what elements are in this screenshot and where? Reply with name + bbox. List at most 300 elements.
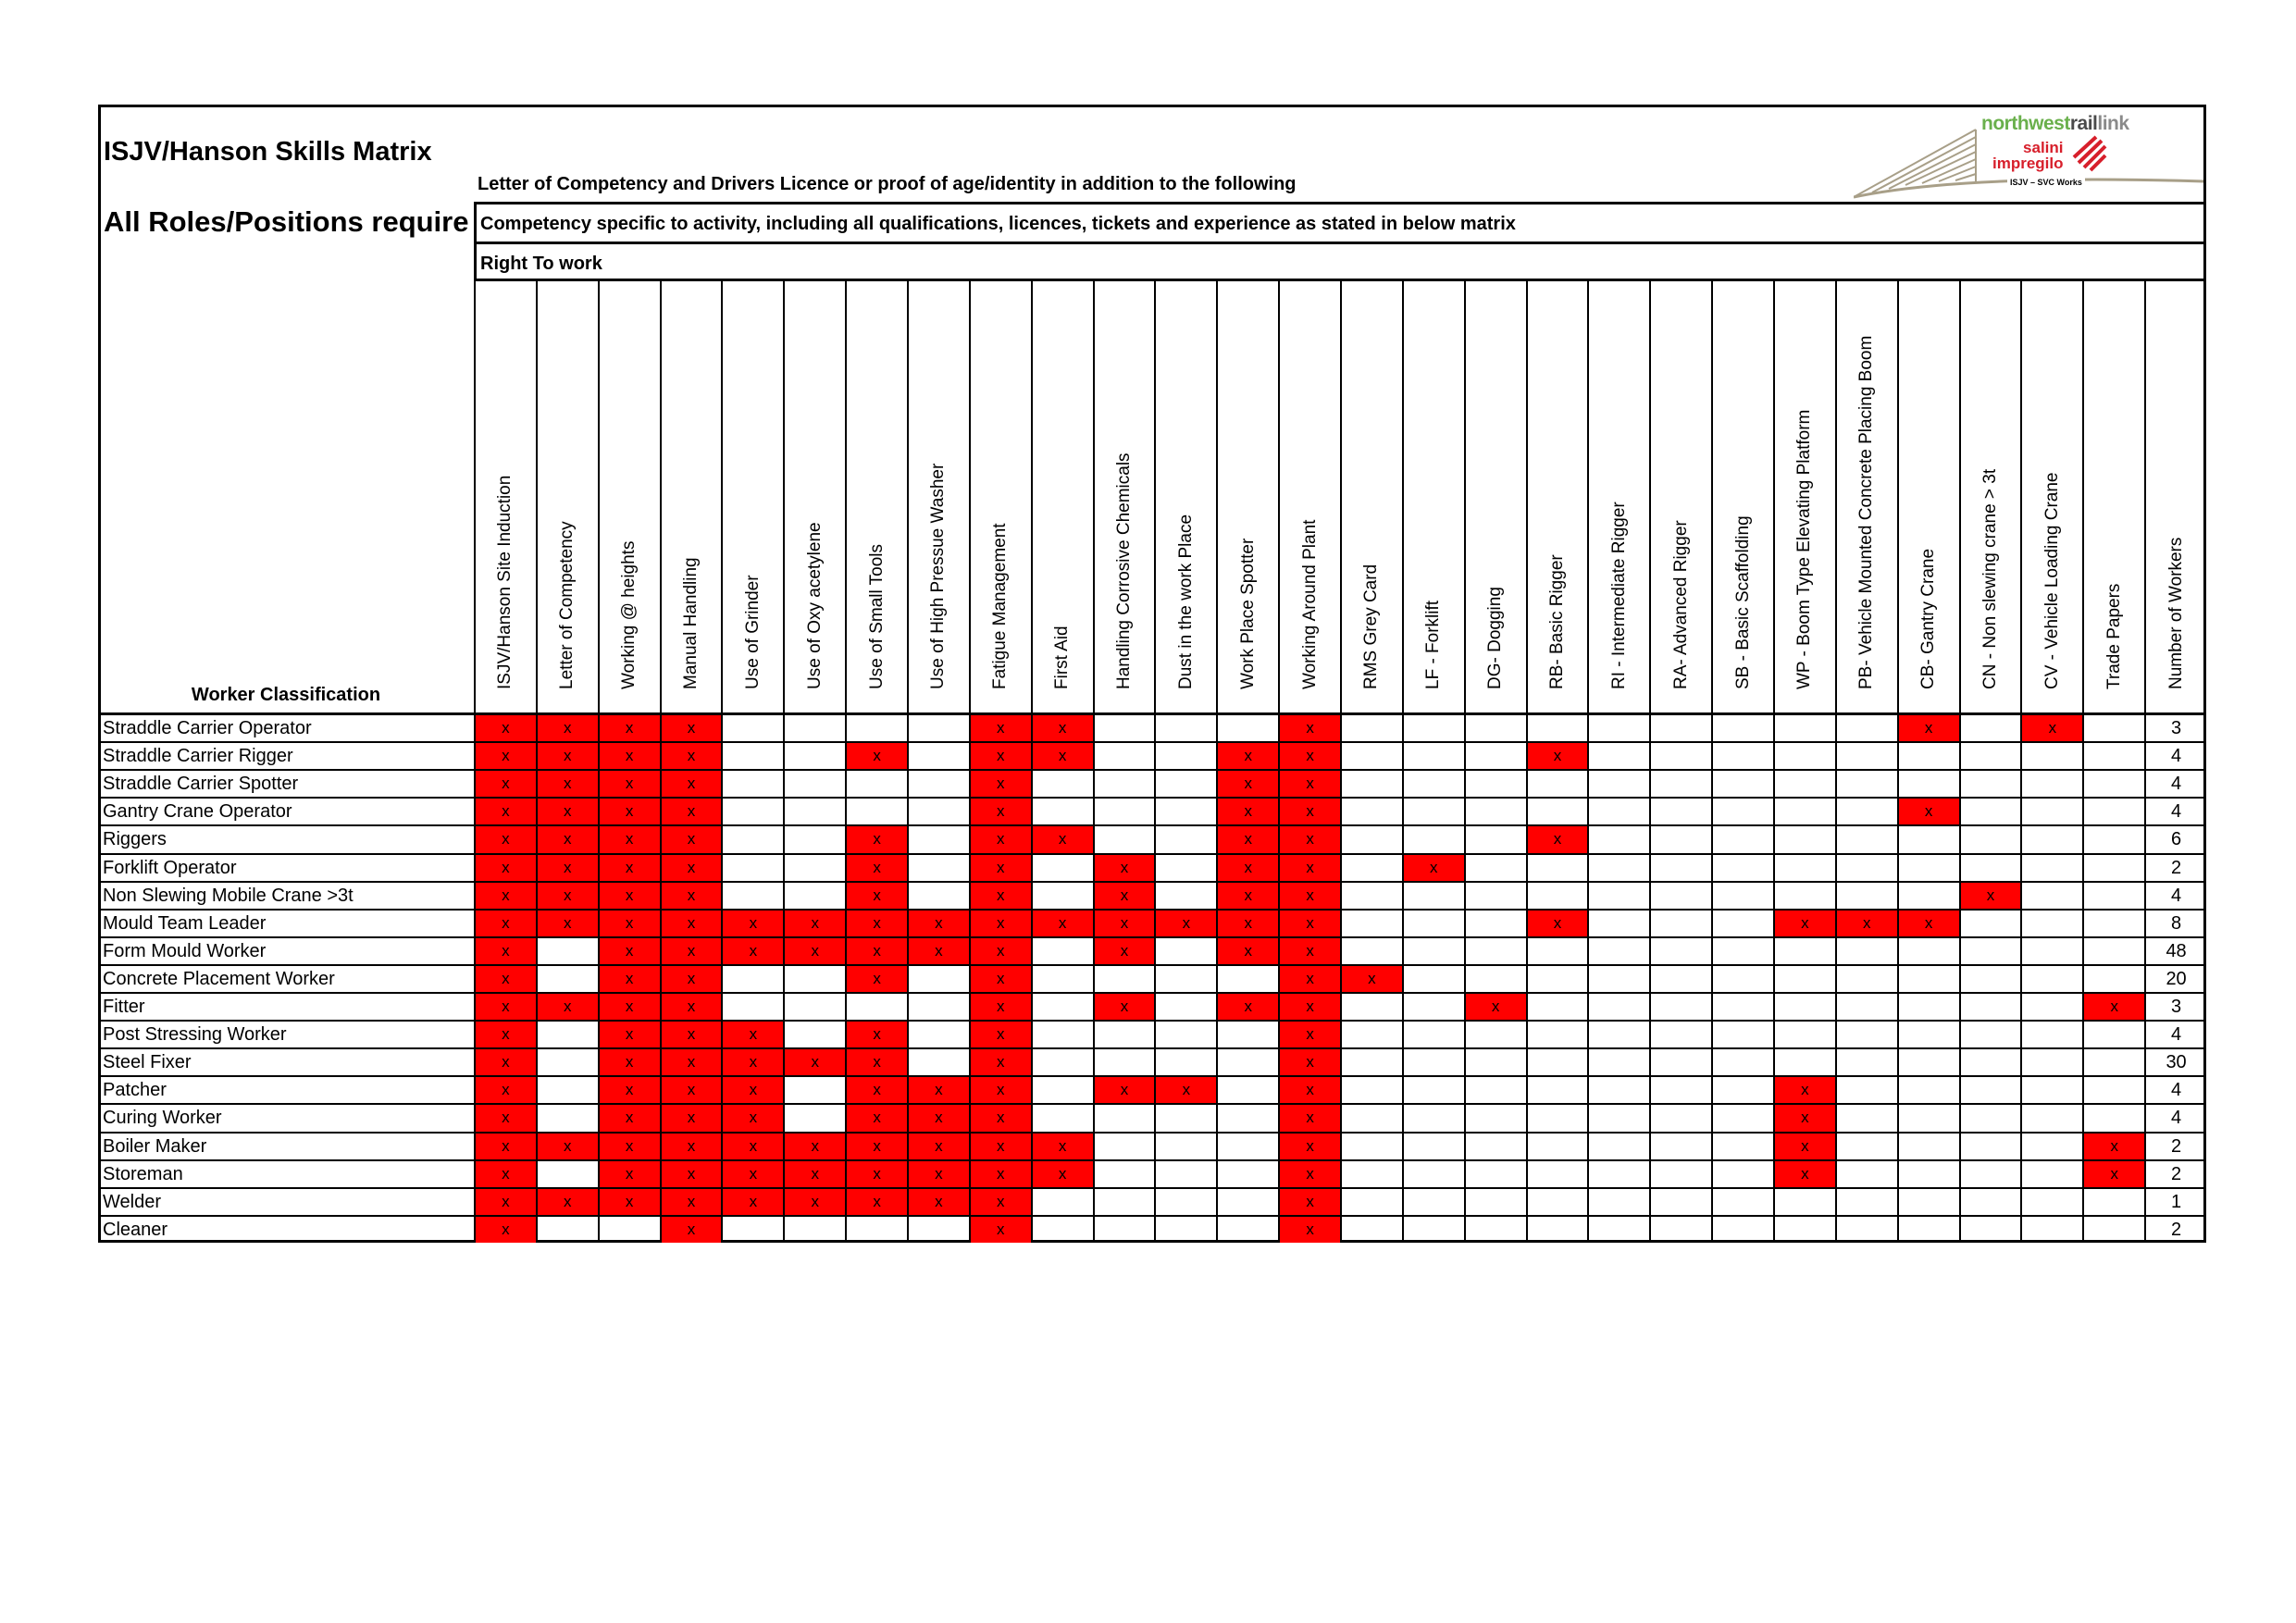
column-header-label: ISJV/Hanson Site Induction xyxy=(495,475,515,689)
matrix-cell: x xyxy=(907,909,969,936)
matrix-cell xyxy=(907,992,969,1020)
matrix-cell: x xyxy=(660,992,722,1020)
matrix-cell xyxy=(1587,1020,1649,1047)
column-header-label: SB - Basic Scaffolding xyxy=(1732,515,1753,689)
worker-count: 2 xyxy=(2144,853,2206,881)
matrix-cell xyxy=(2082,769,2144,797)
matrix-cell: x xyxy=(783,1132,845,1159)
matrix-cell xyxy=(907,1215,969,1243)
worker-count: 2 xyxy=(2144,1215,2206,1243)
column-header-label: Use of Oxy acetylene xyxy=(804,522,825,689)
matrix-cell xyxy=(1031,964,1093,992)
column-header xyxy=(2082,281,2144,713)
matrix-cell xyxy=(1093,1103,1155,1131)
matrix-cell xyxy=(1093,1187,1155,1215)
matrix-cell: x xyxy=(474,1103,536,1131)
matrix-cell xyxy=(1897,1215,1959,1243)
matrix-cell xyxy=(1402,992,1464,1020)
column-header-label: Fatigue Management xyxy=(990,523,1011,689)
row-label: Welder xyxy=(101,1187,474,1215)
matrix-cell xyxy=(1711,1215,1773,1243)
matrix-cell xyxy=(1587,769,1649,797)
matrix-cell: x xyxy=(845,881,907,909)
matrix-cell xyxy=(1897,741,1959,769)
matrix-cell xyxy=(1587,1187,1649,1215)
matrix-cell xyxy=(907,713,969,741)
matrix-cell xyxy=(1464,1075,1526,1103)
matrix-cell xyxy=(1464,936,1526,964)
matrix-cell: x xyxy=(1897,909,1959,936)
row-label: Gantry Crane Operator xyxy=(101,797,474,824)
matrix-cell xyxy=(2082,881,2144,909)
matrix-cell xyxy=(1959,824,2021,852)
matrix-cell xyxy=(1093,1159,1155,1187)
matrix-cell xyxy=(1216,964,1278,992)
matrix-cell xyxy=(1031,1103,1093,1131)
matrix-cell: x xyxy=(660,824,722,852)
matrix-cell xyxy=(2020,1047,2082,1075)
matrix-cell xyxy=(1216,1215,1278,1243)
matrix-cell xyxy=(1835,936,1897,964)
matrix-cell: x xyxy=(660,769,722,797)
matrix-cell xyxy=(1835,992,1897,1020)
matrix-cell: x xyxy=(1278,992,1340,1020)
column-header xyxy=(845,281,907,713)
matrix-cell xyxy=(1711,964,1773,992)
matrix-cell xyxy=(1773,936,1835,964)
column-header xyxy=(2020,281,2082,713)
matrix-cell xyxy=(1154,824,1216,852)
matrix-cell xyxy=(1959,909,2021,936)
matrix-cell xyxy=(907,741,969,769)
matrix-cell xyxy=(1340,1075,1402,1103)
matrix-cell xyxy=(1649,881,1711,909)
matrix-cell xyxy=(1464,909,1526,936)
matrix-cell xyxy=(2020,1020,2082,1047)
matrix-cell xyxy=(783,853,845,881)
matrix-cell xyxy=(2082,964,2144,992)
matrix-cell xyxy=(1464,1159,1526,1187)
matrix-cell: x xyxy=(474,881,536,909)
matrix-cell xyxy=(1216,1159,1278,1187)
matrix-cell xyxy=(845,713,907,741)
matrix-cell xyxy=(1464,964,1526,992)
matrix-cell: x xyxy=(1526,824,1588,852)
matrix-cell: x xyxy=(1216,881,1278,909)
matrix-cell xyxy=(1031,1215,1093,1243)
matrix-cell: x xyxy=(598,797,660,824)
matrix-cell: x xyxy=(1278,1103,1340,1131)
matrix-cell xyxy=(1154,964,1216,992)
matrix-cell: x xyxy=(1278,824,1340,852)
matrix-cell xyxy=(1959,936,2021,964)
matrix-cell: x xyxy=(845,1132,907,1159)
matrix-cell: x xyxy=(536,1187,598,1215)
row-label: Riggers xyxy=(101,824,474,852)
matrix-cell xyxy=(1587,964,1649,992)
column-header-label: Working @ heights xyxy=(619,540,639,689)
matrix-cell: x xyxy=(474,909,536,936)
matrix-cell xyxy=(783,713,845,741)
column-header xyxy=(1897,281,1959,713)
matrix-cell xyxy=(1093,824,1155,852)
matrix-cell: x xyxy=(536,824,598,852)
matrix-cell xyxy=(1649,1020,1711,1047)
matrix-cell xyxy=(783,1075,845,1103)
column-header xyxy=(1154,281,1216,713)
matrix-cell xyxy=(1587,909,1649,936)
matrix-cell: x xyxy=(845,1020,907,1047)
matrix-cell: x xyxy=(2020,713,2082,741)
column-header xyxy=(969,281,1031,713)
matrix-cell: x xyxy=(1897,713,1959,741)
matrix-cell xyxy=(1649,1215,1711,1243)
matrix-cell: x xyxy=(536,992,598,1020)
matrix-cell xyxy=(2020,1215,2082,1243)
row-label: Mould Team Leader xyxy=(101,909,474,936)
matrix-cell xyxy=(721,964,783,992)
matrix-cell xyxy=(1835,1187,1897,1215)
matrix-cell xyxy=(907,1047,969,1075)
matrix-cell: x xyxy=(845,964,907,992)
matrix-cell xyxy=(1154,1047,1216,1075)
matrix-cell xyxy=(1402,713,1464,741)
column-header xyxy=(1959,281,2021,713)
matrix-cell xyxy=(1649,741,1711,769)
requirement-2: Competency specific to activity, including all qualifications, licences, tickets and experience as stated in below matrix xyxy=(474,202,2206,242)
matrix-cell xyxy=(1402,1215,1464,1243)
matrix-cell xyxy=(1959,713,2021,741)
matrix-cell: x xyxy=(783,909,845,936)
matrix-cell: x xyxy=(969,964,1031,992)
matrix-cell xyxy=(1340,797,1402,824)
matrix-cell xyxy=(1154,1159,1216,1187)
matrix-cell xyxy=(1897,1187,1959,1215)
matrix-cell: x xyxy=(845,741,907,769)
matrix-cell: x xyxy=(845,1187,907,1215)
matrix-cell xyxy=(1464,853,1526,881)
matrix-cell xyxy=(1835,1075,1897,1103)
matrix-cell xyxy=(1093,769,1155,797)
matrix-cell: x xyxy=(598,824,660,852)
matrix-cell: x xyxy=(536,769,598,797)
matrix-cell xyxy=(1711,1075,1773,1103)
column-header-label: Use of Grinder xyxy=(742,575,763,689)
matrix-cell xyxy=(1093,713,1155,741)
matrix-cell: x xyxy=(660,1103,722,1131)
matrix-cell xyxy=(1526,853,1588,881)
matrix-cell xyxy=(536,1103,598,1131)
worker-count: 4 xyxy=(2144,769,2206,797)
matrix-cell xyxy=(1526,1215,1588,1243)
column-header xyxy=(1526,281,1588,713)
matrix-cell xyxy=(1526,1132,1588,1159)
column-header xyxy=(474,281,536,713)
matrix-cell xyxy=(1526,936,1588,964)
matrix-cell xyxy=(1959,1132,2021,1159)
matrix-cell xyxy=(783,992,845,1020)
matrix-cell: x xyxy=(969,992,1031,1020)
matrix-cell xyxy=(1959,964,2021,992)
matrix-cell xyxy=(845,1215,907,1243)
matrix-cell xyxy=(721,741,783,769)
matrix-cell: x xyxy=(1278,769,1340,797)
matrix-cell xyxy=(1587,713,1649,741)
matrix-cell xyxy=(1587,881,1649,909)
matrix-cell xyxy=(1464,1187,1526,1215)
matrix-cell: x xyxy=(907,1159,969,1187)
matrix-cell: x xyxy=(845,936,907,964)
matrix-cell: x xyxy=(598,741,660,769)
matrix-cell xyxy=(1711,713,1773,741)
matrix-cell: x xyxy=(660,741,722,769)
column-header xyxy=(536,281,598,713)
matrix-cell: x xyxy=(598,909,660,936)
matrix-cell xyxy=(1154,992,1216,1020)
matrix-cell: x xyxy=(969,1047,1031,1075)
matrix-cell xyxy=(1031,936,1093,964)
matrix-cell xyxy=(1773,741,1835,769)
matrix-cell xyxy=(1216,1020,1278,1047)
row-label: Curing Worker xyxy=(101,1103,474,1131)
column-header-label: PB- Vehicle Mounted Concrete Placing Boom xyxy=(1856,335,1877,689)
matrix-cell xyxy=(1402,1047,1464,1075)
matrix-cell xyxy=(1464,713,1526,741)
matrix-cell xyxy=(721,797,783,824)
matrix-cell xyxy=(2020,1132,2082,1159)
matrix-cell xyxy=(1897,1103,1959,1131)
row-label: Steel Fixer xyxy=(101,1047,474,1075)
matrix-cell: x xyxy=(660,936,722,964)
matrix-cell xyxy=(536,1075,598,1103)
matrix-cell: x xyxy=(1216,824,1278,852)
matrix-cell xyxy=(1711,853,1773,881)
matrix-cell: x xyxy=(1154,1075,1216,1103)
matrix-cell: x xyxy=(1031,741,1093,769)
column-header-label: Use of High Pressue Washer xyxy=(928,463,949,689)
matrix-cell xyxy=(2020,769,2082,797)
matrix-cell: x xyxy=(474,1215,536,1243)
matrix-cell: x xyxy=(721,1132,783,1159)
matrix-cell xyxy=(1711,1159,1773,1187)
column-header-label: LF - Forklift xyxy=(1423,600,1444,689)
row-label: Straddle Carrier Operator xyxy=(101,713,474,741)
matrix-cell xyxy=(845,797,907,824)
matrix-cell: x xyxy=(907,1187,969,1215)
matrix-cell xyxy=(1402,1075,1464,1103)
matrix-cell xyxy=(1526,881,1588,909)
matrix-cell xyxy=(2082,1215,2144,1243)
matrix-cell: x xyxy=(907,1132,969,1159)
matrix-cell: x xyxy=(474,1159,536,1187)
matrix-cell xyxy=(1154,1187,1216,1215)
matrix-cell: x xyxy=(1278,741,1340,769)
row-label: Straddle Carrier Spotter xyxy=(101,769,474,797)
matrix-cell: x xyxy=(2082,1159,2144,1187)
matrix-cell xyxy=(845,992,907,1020)
matrix-cell xyxy=(1464,1103,1526,1131)
column-header xyxy=(1278,281,1340,713)
matrix-cell: x xyxy=(474,1132,536,1159)
matrix-cell: x xyxy=(598,1187,660,1215)
matrix-cell xyxy=(1897,936,1959,964)
matrix-cell xyxy=(1835,1132,1897,1159)
matrix-cell xyxy=(1587,824,1649,852)
matrix-cell: x xyxy=(660,1075,722,1103)
matrix-cell: x xyxy=(1773,1075,1835,1103)
matrix-cell xyxy=(1464,1020,1526,1047)
matrix-cell: x xyxy=(1216,797,1278,824)
matrix-cell: x xyxy=(598,1132,660,1159)
matrix-cell: x xyxy=(1835,909,1897,936)
matrix-cell xyxy=(2020,1159,2082,1187)
matrix-cell: x xyxy=(845,824,907,852)
matrix-cell xyxy=(1773,769,1835,797)
matrix-cell xyxy=(1402,1187,1464,1215)
column-header xyxy=(2144,281,2206,713)
matrix-cell xyxy=(1340,1215,1402,1243)
column-header-label: Number of Workers xyxy=(2166,537,2186,689)
matrix-cell xyxy=(1773,881,1835,909)
matrix-cell: x xyxy=(660,713,722,741)
matrix-cell: x xyxy=(598,713,660,741)
matrix-cell: x xyxy=(536,741,598,769)
column-header xyxy=(1402,281,1464,713)
matrix-cell: x xyxy=(598,936,660,964)
matrix-cell xyxy=(1031,992,1093,1020)
matrix-cell xyxy=(721,824,783,852)
matrix-cell xyxy=(1340,1132,1402,1159)
logo-works: ISJV – SVC Works xyxy=(2007,178,2085,187)
matrix-cell xyxy=(1464,881,1526,909)
matrix-cell xyxy=(1402,881,1464,909)
matrix-cell xyxy=(1835,769,1897,797)
matrix-cell xyxy=(1711,824,1773,852)
matrix-cell: x xyxy=(1278,1132,1340,1159)
matrix-cell xyxy=(1340,1159,1402,1187)
matrix-cell xyxy=(1154,1020,1216,1047)
column-header xyxy=(907,281,969,713)
matrix-cell xyxy=(1526,1075,1588,1103)
column-header xyxy=(660,281,722,713)
matrix-cell xyxy=(1216,1075,1278,1103)
matrix-cell xyxy=(1835,881,1897,909)
matrix-cell: x xyxy=(660,1159,722,1187)
matrix-cell: x xyxy=(1897,797,1959,824)
matrix-cell xyxy=(1649,769,1711,797)
column-header xyxy=(1587,281,1649,713)
matrix-cell xyxy=(1340,741,1402,769)
matrix-cell xyxy=(2020,992,2082,1020)
matrix-cell: x xyxy=(474,769,536,797)
matrix-cell xyxy=(1031,797,1093,824)
matrix-cell xyxy=(1835,741,1897,769)
matrix-cell xyxy=(1587,1103,1649,1131)
column-header xyxy=(1711,281,1773,713)
column-header xyxy=(1031,281,1093,713)
matrix-cell xyxy=(783,741,845,769)
matrix-cell: x xyxy=(2082,1132,2144,1159)
row-label: Cleaner xyxy=(101,1215,474,1243)
matrix-cell xyxy=(1711,1103,1773,1131)
column-header-label: Work Place Spotter xyxy=(1237,538,1258,689)
matrix-cell: x xyxy=(536,881,598,909)
matrix-cell xyxy=(536,936,598,964)
matrix-cell xyxy=(1464,797,1526,824)
matrix-cell xyxy=(1959,769,2021,797)
matrix-cell xyxy=(1897,853,1959,881)
column-header xyxy=(1649,281,1711,713)
matrix-cell xyxy=(1649,964,1711,992)
matrix-cell: x xyxy=(907,1075,969,1103)
matrix-cell xyxy=(1154,797,1216,824)
matrix-cell xyxy=(1154,741,1216,769)
column-header xyxy=(1835,281,1897,713)
matrix-cell xyxy=(1031,1020,1093,1047)
matrix-cell: x xyxy=(536,1132,598,1159)
matrix-cell: x xyxy=(969,1159,1031,1187)
matrix-cell: x xyxy=(474,1075,536,1103)
matrix-cell xyxy=(1340,909,1402,936)
matrix-cell xyxy=(1649,992,1711,1020)
matrix-cell xyxy=(1773,964,1835,992)
row-label: Concrete Placement Worker xyxy=(101,964,474,992)
matrix-cell: x xyxy=(1216,853,1278,881)
matrix-cell: x xyxy=(1278,1215,1340,1243)
matrix-cell xyxy=(783,797,845,824)
matrix-cell xyxy=(1526,964,1588,992)
matrix-cell xyxy=(1340,881,1402,909)
matrix-cell xyxy=(1711,741,1773,769)
matrix-cell: x xyxy=(598,881,660,909)
matrix-cell xyxy=(1711,1047,1773,1075)
row-label: Boiler Maker xyxy=(101,1132,474,1159)
matrix-cell xyxy=(1216,713,1278,741)
matrix-cell xyxy=(1835,1047,1897,1075)
matrix-cell: x xyxy=(1216,769,1278,797)
column-header-label: First Aid xyxy=(1052,626,1073,689)
matrix-cell: x xyxy=(1526,909,1588,936)
matrix-cell xyxy=(1897,1075,1959,1103)
matrix-cell xyxy=(1587,992,1649,1020)
matrix-cell xyxy=(2082,1187,2144,1215)
matrix-cell xyxy=(1464,1132,1526,1159)
matrix-cell xyxy=(536,1047,598,1075)
matrix-cell: x xyxy=(969,853,1031,881)
matrix-cell xyxy=(536,1159,598,1187)
row-label: Storeman xyxy=(101,1159,474,1187)
row-label: Post Stressing Worker xyxy=(101,1020,474,1047)
matrix-cell xyxy=(1402,824,1464,852)
row-label: Non Slewing Mobile Crane >3t xyxy=(101,881,474,909)
matrix-cell xyxy=(845,769,907,797)
matrix-cell xyxy=(1897,992,1959,1020)
logo-company: salini impregilo xyxy=(1992,139,2064,172)
matrix-cell: x xyxy=(474,1047,536,1075)
matrix-cell xyxy=(783,824,845,852)
matrix-cell xyxy=(1711,881,1773,909)
matrix-cell: x xyxy=(474,936,536,964)
matrix-cell: x xyxy=(1278,797,1340,824)
matrix-cell xyxy=(2082,824,2144,852)
matrix-cell: x xyxy=(536,797,598,824)
matrix-cell: x xyxy=(474,1020,536,1047)
matrix-cell xyxy=(1711,1187,1773,1215)
matrix-cell xyxy=(2082,1020,2144,1047)
matrix-cell xyxy=(1216,1047,1278,1075)
column-header-label: RMS Grey Card xyxy=(1361,564,1382,689)
matrix-cell: x xyxy=(969,741,1031,769)
